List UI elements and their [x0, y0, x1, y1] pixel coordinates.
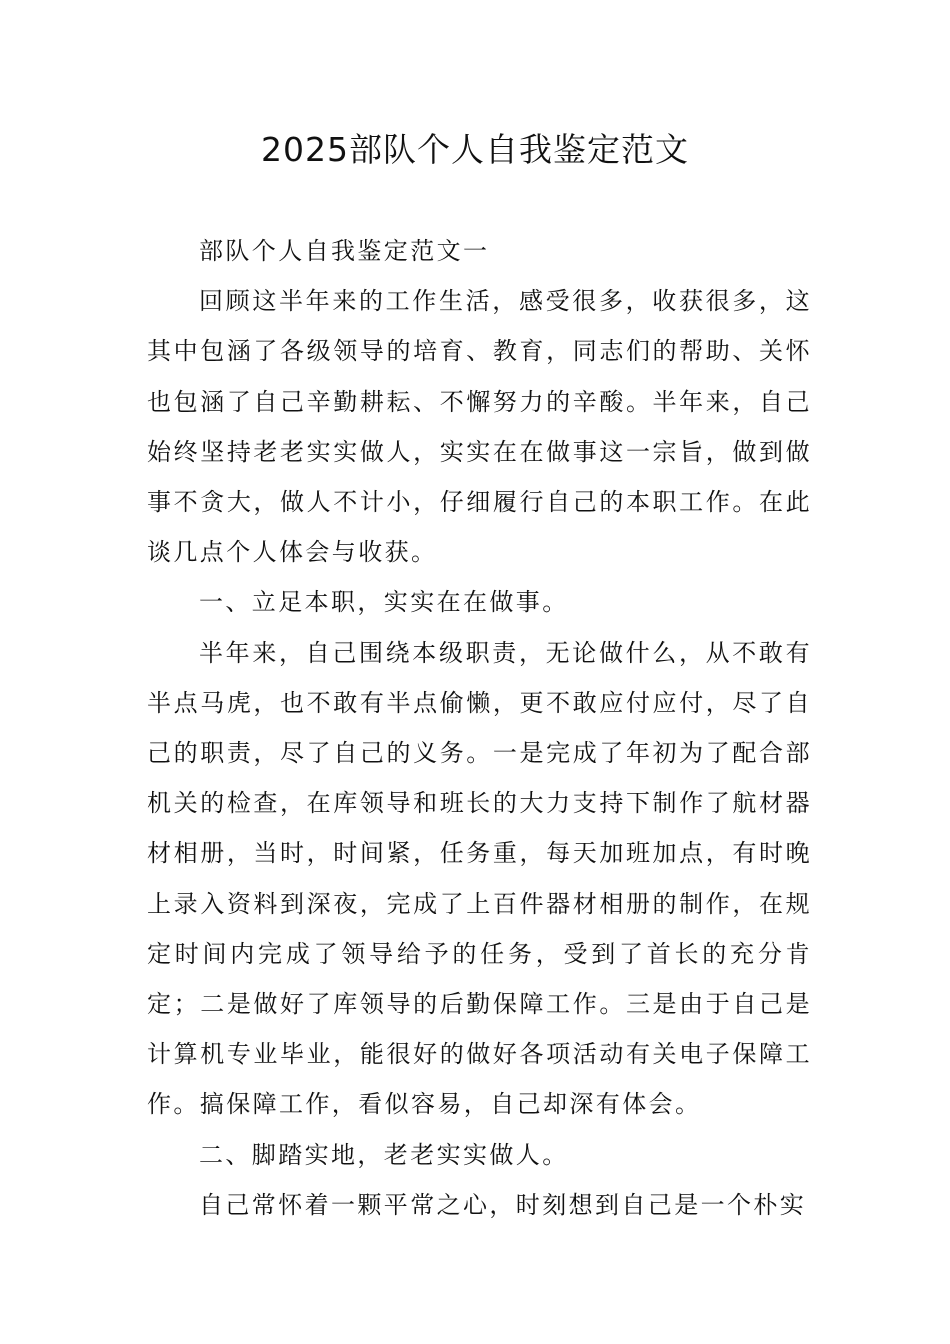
- paragraph-subtitle: 部队个人自我鉴定范文一: [199, 237, 490, 265]
- paragraph-section-one: 半年来，自己围绕本级职责，无论做什么，从不敢有半点马虎，也不敢有半点偷懒，更不敢应付应付，尽了自己的职责，尽了自己的义务。一是完成了年初为了配合部机关的检查，在库领导和班长的大力支持下制作了航材器材相册，当时，时间紧，任务重，每天加班加点，有时晚上录入资料到深夜，完成了上百件器材相册的制作，在规定时间内完成了领导给予的任务，受到了首长的充分肯定；二是做好了库领导的后勤保障工作。三是由于自己是计算机专业毕业，能很好的做好各项活动有关电子保障工作。搞保障工作，看似容易，自己却深有体会。: [147, 638, 812, 1119]
- paragraph-intro: 回顾这半年来的工作生活，感受很多，收获很多，这其中包涵了各级领导的培育、教育，同志们的帮助、关怀也包涵了自己辛勤耕耘、不懈努力的辛酸。半年来，自己始终坚持老老实实做人，实实在在做事这一宗旨，做到做事不贪大，做人不计小，仔细履行自己的本职工作。在此谈几点个人体会与收获。: [147, 287, 812, 567]
- section-heading-two: 二、脚踏实地，老老实实做人。: [199, 1140, 569, 1169]
- section-heading-one: 一、立足本职，实实在在做事。: [199, 588, 569, 617]
- document-title: 2025部队个人自我鉴定范文: [261, 130, 689, 169]
- paragraph-section-two: 自己常怀着一颗平常之心，时刻想到自己是一个朴实: [199, 1190, 807, 1219]
- document-body: [147, 226, 812, 1230]
